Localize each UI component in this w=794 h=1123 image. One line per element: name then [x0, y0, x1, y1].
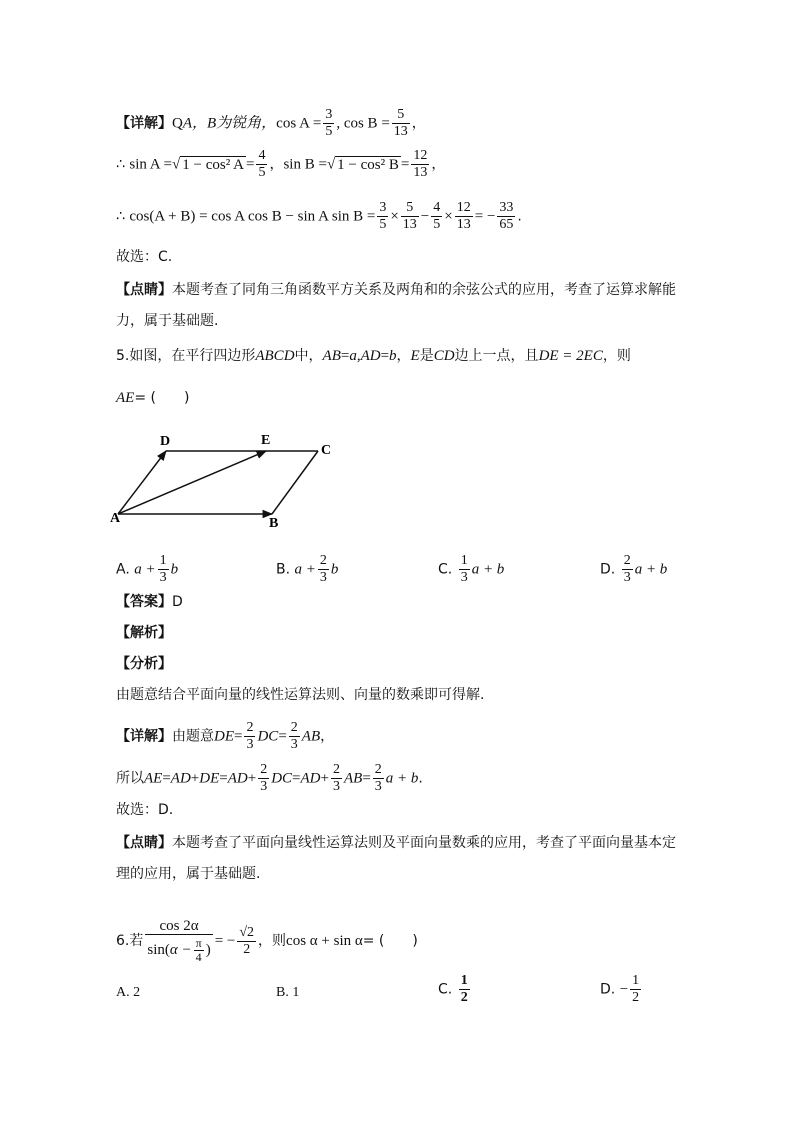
vec-DC: DC — [271, 770, 293, 787]
q5-stem-a: 5.如图，在平行四边形 — [116, 348, 256, 364]
q4-cosA: cos A = — [276, 115, 322, 132]
eq: = — [292, 770, 301, 787]
vec-AD: AD — [227, 770, 248, 787]
q5-detail-line1 — [116, 720, 334, 753]
option-label: D. — [600, 561, 616, 578]
q5-stem-c: ， — [396, 348, 411, 364]
q4-cosB: , cos B = — [336, 115, 390, 132]
parallelogram-figure — [110, 428, 340, 530]
q4-because-symbol: Q — [172, 115, 183, 132]
q4-frac-5-13: $\frac{5}{13}$ — [393, 107, 408, 139]
eq: = — [219, 770, 228, 787]
q5-stem-line1 — [116, 346, 631, 366]
point-E: E — [410, 348, 420, 364]
q5-comma: , — [356, 348, 361, 364]
label-C: C — [321, 443, 332, 458]
frac-2-3: $\frac{2}{3}$ — [332, 762, 340, 794]
q4-detail-line1 — [116, 107, 426, 140]
q5-option-d[interactable] — [600, 553, 667, 586]
times-symbol: × — [390, 208, 399, 225]
option-frac: $\frac{1}{2}$ — [460, 973, 468, 1005]
option-frac: $\frac{1}{3}$ — [460, 553, 468, 585]
q5-condition: DE = 2EC — [538, 348, 603, 364]
q5-option-b[interactable] — [276, 553, 338, 586]
q5-comment-line1 — [116, 833, 676, 853]
q6-rhs-frac: $\frac{√2}{2}$ — [239, 924, 255, 957]
q4-frac-c: $\frac{4}{5}$ — [433, 200, 441, 232]
option-label: C. — [438, 561, 453, 578]
q5-so-end: . — [418, 770, 423, 787]
vec-b: b — [389, 348, 397, 364]
q5-option-a[interactable] — [116, 553, 178, 586]
option-value: 2 — [133, 985, 141, 1000]
option-value: 1 — [292, 985, 300, 1000]
vec-DE: DE — [214, 728, 234, 745]
option-post: a + b — [634, 561, 668, 578]
therefore-symbol: ∴ — [116, 156, 125, 173]
q5-comment-line2: 理的应用，属于基础题. — [116, 866, 261, 882]
vec-AD: AD — [300, 770, 321, 787]
q4-frac-a: $\frac{3}{5}$ — [379, 200, 387, 232]
q4-frac-b: $\frac{5}{13}$ — [402, 200, 417, 232]
q6-option-c[interactable] — [438, 973, 472, 1006]
option-frac: $\frac{1}{3}$ — [159, 553, 167, 585]
option-label: B. — [276, 561, 291, 578]
q5-so-tail: a + b — [385, 770, 419, 787]
option-frac: $\frac{2}{3}$ — [319, 553, 327, 585]
q5-detail-label: 【详解】 — [116, 728, 172, 745]
therefore-symbol: ∴ — [116, 208, 125, 225]
q5-answer-value: D — [172, 594, 183, 610]
q4-frac-4-5: $\frac{4}{5}$ — [258, 148, 266, 180]
q5-stem-line2 — [116, 388, 189, 408]
q4-comment-text1: 本题考查了同角三角函数平方关系及两角和的余弦公式的应用，考查了运算求解能 — [172, 282, 676, 298]
q4-sinB: sin B = — [283, 156, 327, 173]
q4-frac-d: $\frac{12}{13}$ — [456, 200, 471, 232]
q5-stem-b: 中， — [294, 348, 323, 364]
q5-comment-label: 【点睛】 — [116, 835, 172, 851]
q6-expr: cos α + sin α — [286, 933, 363, 949]
vec-a: a — [349, 348, 357, 364]
option-frac: $\frac{1}{2}$ — [632, 973, 640, 1005]
q4-frac-3-5: $\frac{3}{5}$ — [325, 107, 333, 139]
q6-alpha: α − — [169, 941, 192, 958]
q5-analysis-sub: 【分析】 — [116, 656, 172, 672]
eq: = — [162, 770, 171, 787]
q4-eqB: = — [400, 156, 410, 173]
q4-comment-line1 — [116, 280, 676, 300]
vec-AE: AE — [144, 770, 163, 787]
q6-option-a[interactable] — [116, 983, 140, 1003]
q6-option-d[interactable] — [600, 973, 643, 1006]
q5-option-c[interactable] — [438, 553, 504, 586]
option-label: B. — [276, 985, 289, 1000]
q5-eq2: = — [380, 348, 390, 364]
option-sign: − — [619, 981, 629, 998]
q6-stem — [116, 918, 418, 964]
q4-detail-line3 — [116, 200, 522, 233]
q5-analysis-label: 【解析】 — [116, 625, 172, 641]
eq: = — [234, 728, 243, 745]
sqrt-icon: √ — [172, 156, 181, 173]
frac-2-3: $\frac{2}{3}$ — [374, 762, 382, 794]
q4-line1-end: ， — [411, 115, 426, 132]
q6-main-frac: cos 2α sin(α − $\frac{\pi}{4}$ ) — [147, 918, 211, 964]
q6-pi-frac: $\frac{\pi}{4}$ — [195, 936, 202, 964]
q5-stem-d: 是 — [419, 348, 434, 364]
q4-vars: A，B为锐角， — [182, 115, 277, 132]
q5-stem-h: = ( ) — [134, 390, 190, 406]
vector-AE — [118, 451, 266, 514]
option-label: A. — [116, 985, 130, 1000]
option-frac: $\frac{2}{3}$ — [623, 553, 631, 585]
q4-comment-label: 【点睛】 — [116, 282, 172, 298]
plus: + — [320, 770, 329, 787]
q4-cos-sum-expr: cos(A + B) = cos A cos B − sin A sin B = — [129, 208, 376, 225]
times-symbol: × — [444, 208, 453, 225]
minus-symbol: − — [420, 208, 430, 225]
q4-sinA: sin A = — [129, 156, 173, 173]
vec-AB: AB — [343, 770, 363, 787]
label-B: B — [269, 516, 279, 530]
q4-comment-line2: 力，属于基础题. — [116, 313, 219, 329]
q4-detail-label: 【详解】 — [116, 115, 172, 132]
q4-detail-line2 — [116, 148, 445, 181]
q4-eq: = − — [474, 208, 496, 225]
vec-DE: DE — [199, 770, 220, 787]
option-post: b — [330, 561, 339, 578]
edge-CB — [272, 451, 318, 514]
q4-line2-end: ， — [431, 156, 446, 173]
q5-eq1: = — [340, 348, 350, 364]
plus: + — [190, 770, 200, 787]
q5-answer — [116, 592, 183, 612]
option-pre: a + — [294, 561, 316, 578]
vec-AB: AB — [322, 348, 341, 364]
frac-2-3: $\frac{2}{3}$ — [290, 720, 298, 752]
q4-line3-end: . — [517, 208, 522, 225]
q5-choice: 故选：D. — [116, 802, 174, 818]
q4-frac-12-13: $\frac{12}{13}$ — [413, 148, 428, 180]
vec-AD: AD — [360, 348, 381, 364]
vec-DC: DC — [257, 728, 279, 745]
q5-detail-line2 — [116, 762, 423, 795]
label-A: A — [110, 511, 121, 526]
q6-tail: ，则 — [258, 933, 287, 949]
eq: = — [278, 728, 287, 745]
q5-detail-end: ， — [320, 728, 335, 745]
plus: + — [247, 770, 257, 787]
q5-comment-text1: 本题考查了平面向量线性运算法则及平面向量数乘的应用，考查了平面向量基本定 — [172, 835, 676, 851]
seg-CD: CD — [433, 348, 455, 364]
q5-answer-label: 【答案】 — [116, 594, 172, 610]
q4-sqrtB: 1 − cos² B — [337, 156, 399, 173]
q5-stem-g: ，则 — [602, 348, 631, 364]
frac-2-3: $\frac{2}{3}$ — [246, 720, 254, 752]
q5-stem-f: 边上一点，且 — [454, 348, 539, 364]
frac-2-3: $\frac{2}{3}$ — [260, 762, 268, 794]
q4-choice: 故选：C. — [116, 249, 173, 265]
q4-sqrtA: 1 − cos² A — [182, 156, 244, 173]
option-label: D. — [600, 981, 616, 998]
q6-option-b[interactable] — [276, 983, 299, 1003]
option-label: A. — [116, 561, 130, 578]
label-D: D — [160, 434, 171, 449]
q5-detail-prefix: 由题意 — [172, 728, 214, 745]
sqrt-icon: √ — [326, 156, 336, 173]
q4-line2-sep: ， — [269, 156, 284, 173]
q6-sin: sin — [147, 941, 165, 958]
option-pre: a + — [134, 561, 156, 578]
option-label: C. — [438, 981, 453, 998]
q5-abcd: ABCD — [255, 348, 295, 364]
label-E: E — [261, 433, 271, 448]
q6-prefix: 6.若 — [116, 933, 144, 949]
q4-frac-result: $\frac{33}{65}$ — [499, 200, 514, 232]
q6-eq: = − — [214, 933, 236, 949]
vec-AD: AD — [170, 770, 191, 787]
q4-eqA: = — [245, 156, 255, 173]
q6-end: = ( ) — [362, 933, 418, 949]
vec-AB: AB — [301, 728, 321, 745]
option-post: a + b — [471, 561, 505, 578]
q5-so-prefix: 所以 — [116, 770, 144, 787]
eq: = — [362, 770, 371, 787]
q5-analysis-text: 由题意结合平面向量的线性运算法则、向量的数乘即可得解. — [116, 687, 485, 703]
vec-AE: AE — [116, 390, 135, 406]
option-post: b — [170, 561, 179, 578]
